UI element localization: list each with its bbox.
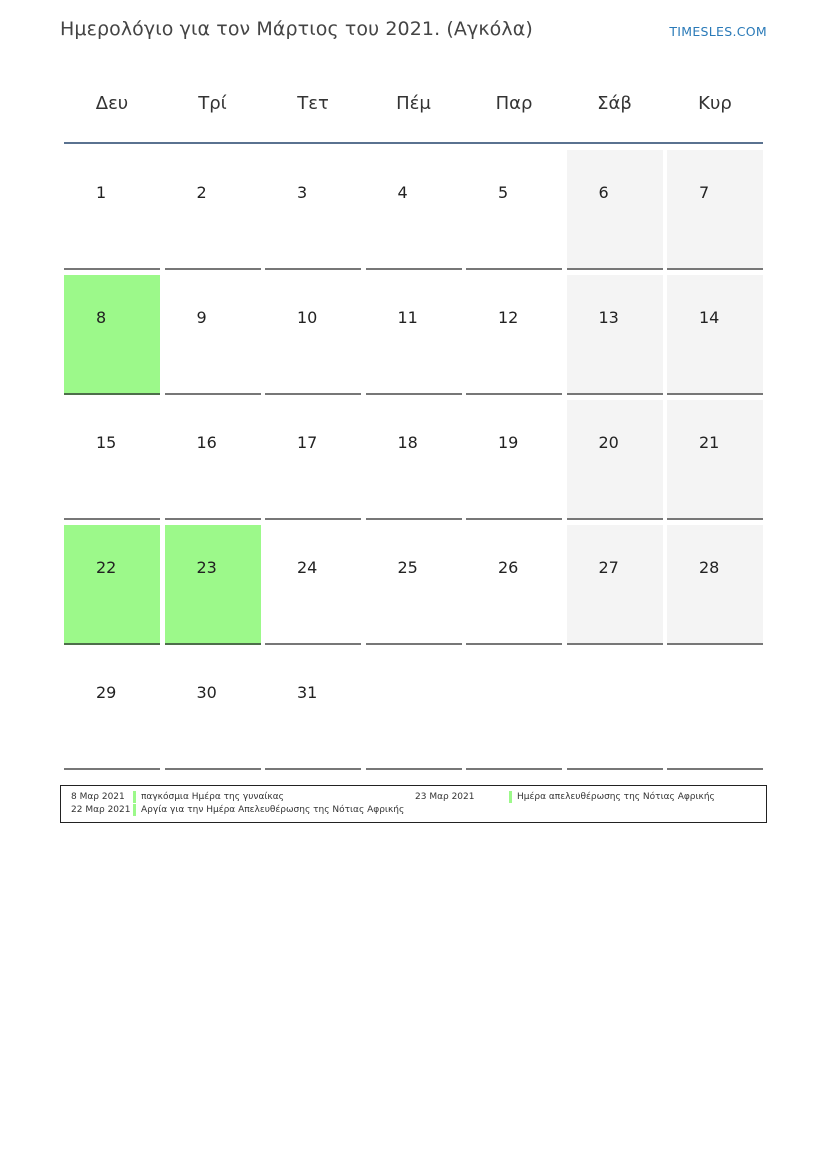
day-number: 21 — [699, 433, 720, 452]
day-number: 6 — [598, 183, 609, 202]
day-number: 9 — [196, 308, 207, 327]
weekday-label: Κυρ — [698, 93, 732, 114]
legend-color-swatch — [133, 791, 136, 803]
day-number: 26 — [498, 558, 519, 577]
calendar — [64, 80, 763, 770]
calendar-day-cell — [165, 650, 261, 770]
day-number: 17 — [297, 433, 318, 452]
day-number: 16 — [196, 433, 217, 452]
day-number: 23 — [196, 558, 217, 577]
calendar-day-grid — [64, 150, 763, 770]
day-number: 25 — [397, 558, 418, 577]
calendar-day-cell — [667, 525, 763, 645]
calendar-day-cell — [64, 650, 160, 770]
day-number: 5 — [498, 183, 509, 202]
day-number: 14 — [699, 308, 720, 327]
legend-color-swatch — [133, 804, 136, 816]
calendar-day-cell — [165, 150, 261, 270]
day-number: 24 — [297, 558, 318, 577]
legend-holiday-name: Αργία για την Ημέρα Απελευθέρωσης της Νότιας Αφρικής — [141, 805, 405, 815]
brand-link[interactable]: TIMESLES.COM — [669, 24, 767, 39]
day-number: 10 — [297, 308, 318, 327]
calendar-day-cell — [64, 525, 160, 645]
calendar-day-cell — [64, 400, 160, 520]
calendar-day-cell — [165, 400, 261, 520]
calendar-day-cell — [366, 400, 462, 520]
legend-holiday-name: Ημέρα απελευθέρωσης της Νότιας Αφρικής — [517, 792, 715, 802]
weekday-label: Σάβ — [597, 93, 632, 114]
calendar-empty-cell — [366, 650, 462, 770]
day-number: 7 — [699, 183, 710, 202]
day-number: 20 — [598, 433, 619, 452]
legend-date: 22 Μαρ 2021 — [71, 805, 131, 815]
holiday-legend — [60, 785, 767, 823]
calendar-day-cell — [265, 150, 361, 270]
calendar-empty-cell — [567, 650, 663, 770]
calendar-day-cell — [366, 275, 462, 395]
day-number: 28 — [699, 558, 720, 577]
day-number: 11 — [397, 308, 418, 327]
day-number: 13 — [598, 308, 619, 327]
day-number: 15 — [96, 433, 117, 452]
day-number: 27 — [598, 558, 619, 577]
weekday-label: Παρ — [495, 93, 533, 114]
day-number: 19 — [498, 433, 519, 452]
legend-color-swatch — [509, 791, 512, 803]
calendar-day-cell — [567, 150, 663, 270]
day-number: 2 — [196, 183, 207, 202]
calendar-day-cell — [667, 400, 763, 520]
day-number: 4 — [397, 183, 408, 202]
calendar-day-cell — [567, 525, 663, 645]
calendar-day-cell — [466, 275, 562, 395]
calendar-day-cell — [466, 150, 562, 270]
weekday-label: Πέμ — [396, 93, 431, 114]
day-number: 30 — [196, 683, 217, 702]
calendar-day-cell — [64, 150, 160, 270]
day-number: 3 — [297, 183, 308, 202]
calendar-day-cell — [567, 400, 663, 520]
calendar-day-cell — [366, 150, 462, 270]
calendar-day-cell — [265, 650, 361, 770]
calendar-day-cell — [667, 275, 763, 395]
weekday-label: Τετ — [297, 93, 329, 114]
weekday-header-row — [64, 80, 763, 144]
calendar-day-cell — [64, 275, 160, 395]
calendar-day-cell — [265, 525, 361, 645]
legend-date: 23 Μαρ 2021 — [415, 792, 475, 802]
calendar-day-cell — [667, 150, 763, 270]
legend-date: 8 Μαρ 2021 — [71, 792, 125, 802]
page-title: Ημερολόγιο για τον Μάρτιος του 2021. (Αγκόλα) — [60, 18, 533, 40]
day-number: 12 — [498, 308, 519, 327]
weekday-label: Δευ — [95, 93, 129, 114]
calendar-empty-cell — [667, 650, 763, 770]
day-number: 31 — [297, 683, 318, 702]
calendar-day-cell — [466, 400, 562, 520]
calendar-day-cell — [567, 275, 663, 395]
calendar-day-cell — [165, 275, 261, 395]
weekday-label: Τρί — [198, 93, 227, 114]
calendar-day-cell — [466, 525, 562, 645]
calendar-day-cell — [366, 525, 462, 645]
day-number: 29 — [96, 683, 117, 702]
day-number: 8 — [96, 308, 107, 327]
calendar-day-cell — [165, 525, 261, 645]
calendar-day-cell — [265, 400, 361, 520]
day-number: 18 — [397, 433, 418, 452]
calendar-empty-cell — [466, 650, 562, 770]
legend-holiday-name: παγκόσμια Ημέρα της γυναίκας — [141, 792, 284, 802]
day-number: 1 — [96, 183, 107, 202]
day-number: 22 — [96, 558, 117, 577]
calendar-day-cell — [265, 275, 361, 395]
